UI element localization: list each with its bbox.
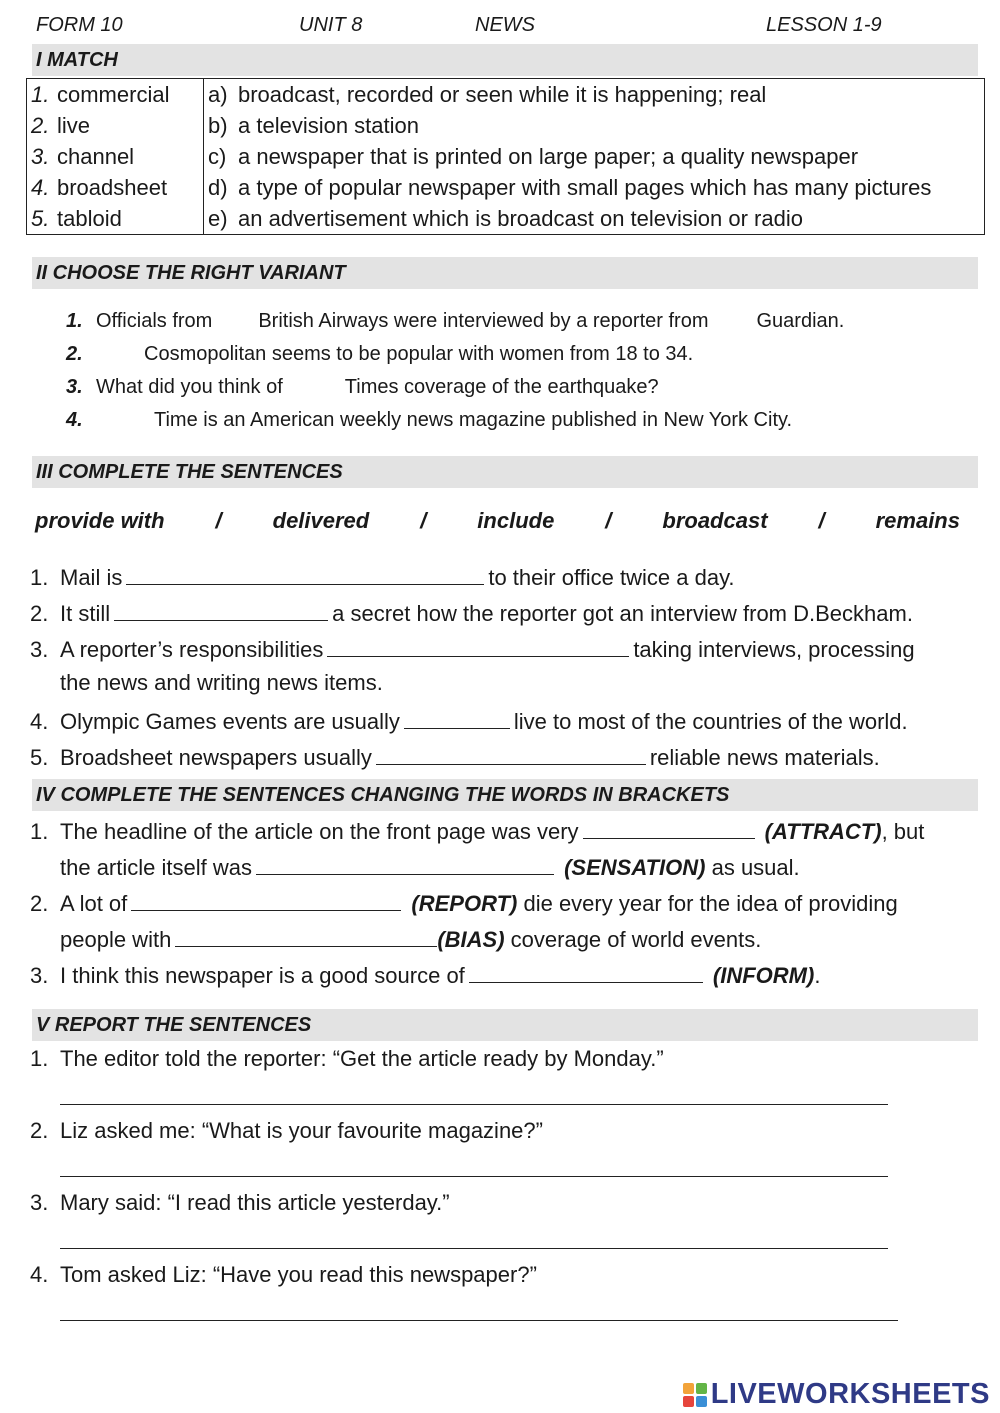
keyword: (BIAS) <box>437 927 505 952</box>
sentence-item <box>30 1190 450 1216</box>
word-bank-separator: / <box>215 508 222 533</box>
table-row <box>27 203 985 235</box>
item-number: 4. <box>30 709 49 734</box>
match-left-word: broadsheet <box>57 175 168 200</box>
item-text: Broadsheet newspapers usually <box>60 745 372 770</box>
match-left-word: channel <box>57 144 135 169</box>
table-row <box>27 172 985 203</box>
logo-square <box>696 1383 707 1394</box>
answer-blank[interactable] <box>126 562 484 585</box>
table-row <box>27 110 985 141</box>
sentence-item <box>30 562 735 591</box>
item-number: 4. <box>66 409 83 431</box>
item-text: Tom asked Liz: “Have you read this newspaper?” <box>60 1262 537 1287</box>
sentence-item <box>30 888 898 917</box>
sentence-item <box>30 816 924 845</box>
word-bank-item: provide with <box>35 508 165 533</box>
match-left-num: 3. <box>31 144 50 169</box>
item-text: What did you think of <box>96 376 283 398</box>
item-number: 1. <box>30 819 49 844</box>
match-right-letter: c) <box>208 144 227 169</box>
keyword: (SENSATION) <box>564 855 706 880</box>
form-label: FORM 10 <box>36 14 123 36</box>
item-number: 2. <box>30 601 49 626</box>
word-bank <box>35 508 960 534</box>
item-number: 3. <box>66 376 83 398</box>
item-text: a secret how the reporter got an interview from D.Beckham. <box>332 601 913 626</box>
match-right-text: an advertisement which is broadcast on television or radio <box>238 206 803 231</box>
match-left-num: 1. <box>31 82 50 107</box>
item-text: as usual. <box>711 855 800 880</box>
keyword: (INFORM) <box>712 963 815 988</box>
word-bank-item: broadcast <box>662 508 768 533</box>
item-text: A reporter’s responsibilities <box>60 637 324 662</box>
word-bank-item: include <box>477 508 555 533</box>
match-left-word: commercial <box>57 82 170 107</box>
match-left-num: 2. <box>31 113 50 138</box>
item-text: to their office twice a day. <box>488 565 735 590</box>
item-number: 3. <box>30 1190 49 1215</box>
answer-line[interactable] <box>60 1176 888 1177</box>
answer-blank[interactable] <box>469 960 703 983</box>
section-title-change-words: IV COMPLETE THE SENTENCES CHANGING THE WORDS IN BRACKETS <box>32 779 978 811</box>
word-bank-separator: / <box>818 508 825 533</box>
item-number: 1. <box>30 565 49 590</box>
answer-line[interactable] <box>60 1248 888 1249</box>
item-number: 4. <box>30 1262 49 1287</box>
sentence-continuation <box>60 852 800 881</box>
item-text: I think this newspaper is a good source of <box>60 963 465 988</box>
match-right-letter: b) <box>208 113 228 138</box>
section-title-report: V REPORT THE SENTENCES <box>32 1009 978 1041</box>
item-text: Mary said: “I read this article yesterday.” <box>60 1190 450 1215</box>
match-right-text: broadcast, recorded or seen while it is happening; real <box>238 82 767 107</box>
answer-blank[interactable] <box>256 852 554 875</box>
item-text: The headline of the article on the front page was very <box>60 819 579 844</box>
word-bank-separator: / <box>420 508 427 533</box>
answer-blank[interactable] <box>583 816 755 839</box>
word-bank-separator: / <box>605 508 612 533</box>
item-number: 1. <box>66 310 83 332</box>
sentence-item <box>30 598 913 627</box>
logo-squares-icon <box>683 1383 707 1407</box>
item-text: Officials from <box>96 310 213 332</box>
sentence-item <box>30 742 880 771</box>
item-text: It still <box>60 601 111 626</box>
item-text: people with <box>60 927 172 952</box>
item-text: taking interviews, processing <box>633 637 915 662</box>
unit-label: UNIT 8 <box>299 14 363 36</box>
match-right-letter: a) <box>208 82 228 107</box>
item-text: A lot of <box>60 891 128 916</box>
item-number: 1. <box>30 1046 49 1071</box>
item-text: live to most of the countries of the world. <box>513 709 908 734</box>
match-left-word: tabloid <box>57 206 122 231</box>
item-text: Mail is <box>60 565 123 590</box>
logo-square <box>696 1396 707 1407</box>
match-left-num: 5. <box>31 206 50 231</box>
sentence-continuation <box>60 924 761 953</box>
answer-line[interactable] <box>60 1320 898 1321</box>
answer-blank[interactable] <box>175 924 437 947</box>
sentence-item <box>30 634 915 663</box>
keyword: (REPORT) <box>411 891 518 916</box>
section-title-complete: III COMPLETE THE SENTENCES <box>32 456 978 488</box>
variant-item <box>66 409 792 432</box>
section-title-choose: II CHOOSE THE RIGHT VARIANT <box>32 257 978 289</box>
answer-line[interactable] <box>60 1104 888 1105</box>
sentence-item <box>30 1118 543 1144</box>
item-text: reliable news materials. <box>649 745 880 770</box>
match-left-num: 4. <box>31 175 50 200</box>
item-text: Times coverage of the earthquake? <box>344 376 659 398</box>
item-number: 2. <box>66 343 83 365</box>
match-right-text: a television station <box>238 113 419 138</box>
item-text: , but <box>881 819 925 844</box>
sentence-item <box>30 706 908 735</box>
answer-blank[interactable] <box>327 634 629 657</box>
word-bank-item: delivered <box>272 508 370 533</box>
item-number: 2. <box>30 1118 49 1143</box>
variant-item <box>66 310 844 333</box>
item-text: Time is an American weekly news magazine published in New York City. <box>154 409 793 431</box>
match-right-text: a type of popular newspaper with small pages which has many pictures <box>238 175 932 200</box>
item-number: 2. <box>30 891 49 916</box>
item-text: The editor told the reporter: “Get the article ready by Monday.” <box>60 1046 664 1071</box>
logo-text: LIVEWORKSHEETS <box>710 1378 990 1410</box>
keyword: (ATTRACT) <box>764 819 882 844</box>
answer-blank[interactable] <box>376 742 646 765</box>
table-row <box>27 141 985 172</box>
item-text: British Airways were interviewed by a reporter from <box>258 310 709 332</box>
match-right-letter: e) <box>208 206 228 231</box>
item-text: Guardian. <box>756 310 845 332</box>
sentence-item <box>30 1046 664 1072</box>
item-text: coverage of world events. <box>510 927 762 952</box>
logo-square <box>683 1383 694 1394</box>
logo-square <box>683 1396 694 1407</box>
table-row <box>27 79 985 111</box>
item-text: . <box>814 963 821 988</box>
liveworksheets-logo <box>683 1378 990 1411</box>
item-text: Olympic Games events are usually <box>60 709 400 734</box>
answer-blank[interactable] <box>131 888 401 911</box>
section-title-match: I MATCH <box>32 44 978 76</box>
answer-blank[interactable] <box>404 706 510 729</box>
answer-blank[interactable] <box>114 598 328 621</box>
item-text: the article itself was <box>60 855 252 880</box>
word-bank-item: remains <box>875 508 960 533</box>
lesson-label: LESSON 1-9 <box>766 14 882 36</box>
item-number: 5. <box>30 745 49 770</box>
item-text: die every year for the idea of providing <box>523 891 898 916</box>
item-text: Cosmopolitan seems to be popular with women from 18 to 34. <box>144 343 694 365</box>
variant-item <box>66 376 659 399</box>
item-number: 3. <box>30 637 49 662</box>
match-left-word: live <box>57 113 91 138</box>
sentence-item <box>30 1262 537 1288</box>
match-right-text: a newspaper that is printed on large paper; a quality newspaper <box>238 144 859 169</box>
match-right-letter: d) <box>208 175 228 200</box>
variant-item <box>66 343 693 366</box>
item-number: 3. <box>30 963 49 988</box>
sentence-continuation: the news and writing news items. <box>60 670 383 695</box>
item-text: Liz asked me: “What is your favourite magazine?” <box>60 1118 543 1143</box>
topic-label: NEWS <box>475 14 535 36</box>
match-table <box>26 78 985 235</box>
sentence-item <box>30 960 820 989</box>
